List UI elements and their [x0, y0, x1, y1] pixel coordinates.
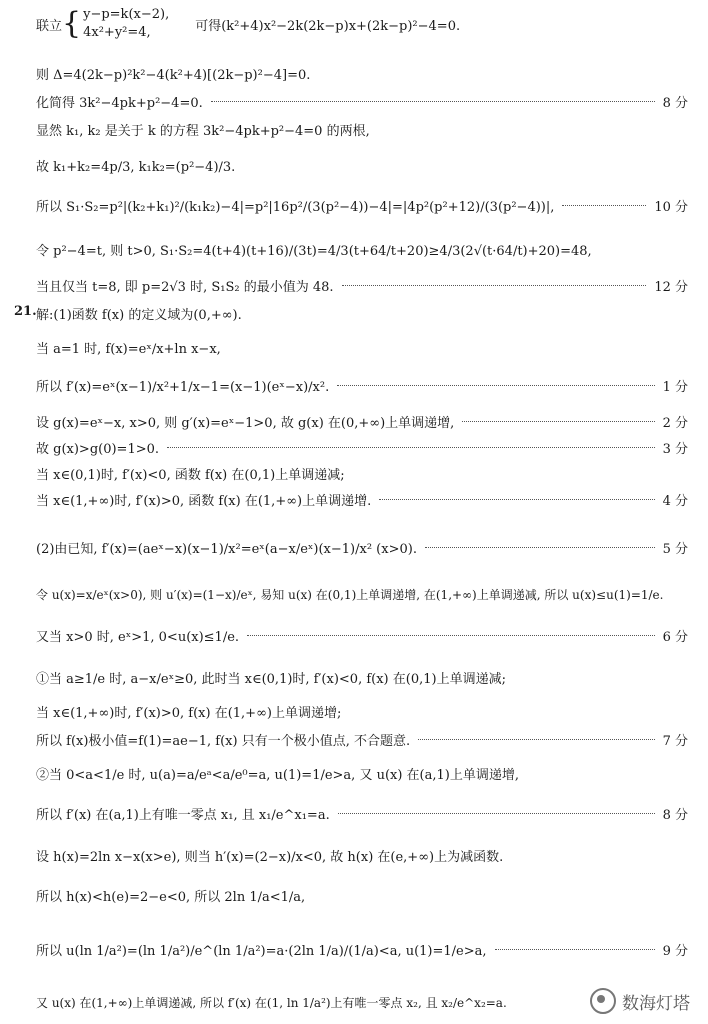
watermark-text: 数海灯塔 — [622, 993, 690, 1014]
system-brace — [62, 6, 169, 42]
dot-leader — [211, 101, 655, 102]
score-label: 8 分 — [662, 808, 688, 823]
solution-line: 显然 k₁, k₂ 是关于 k 的方程 3k²−4pk+p²−4=0 的两根, — [36, 124, 370, 139]
solution-line: 当 x∈(1,+∞)时, f′(x)>0, 函数 f(x) 在(1,+∞)上单调递增. 4 分 — [36, 490, 688, 509]
solution-line: 所以 S₁·S₂=p²|(k₂+k₁)²/(k₁k₂)−4|=p²|16p²/(3(p²−4))−4|=|4p²(p²+12)/(3(p²−4))|, 10 分 — [36, 196, 688, 215]
dot-leader — [462, 421, 654, 422]
system-label: 联立 — [36, 18, 63, 34]
dot-leader — [562, 205, 646, 206]
brace-icon: { — [62, 6, 82, 41]
score-label: 8 分 — [662, 96, 688, 111]
watermark — [590, 988, 690, 1014]
score-label: 1 分 — [662, 380, 688, 395]
dot-leader — [337, 385, 654, 386]
dot-leader — [247, 635, 655, 636]
score-label: 7 分 — [662, 734, 688, 749]
dot-leader — [167, 447, 655, 448]
solution-line: 又当 x>0 时, eˣ>1, 0<u(x)≤1/e. 6 分 — [36, 626, 688, 645]
system-line — [36, 6, 688, 42]
solution-line: 当且仅当 t=8, 即 p=2√3 时, S₁S₂ 的最小值为 48. 12 分 — [36, 276, 688, 295]
solution-line: 令 u(x)=x/eˣ(x>0), 则 u′(x)=(1−x)/eˣ, 易知 u(x) 在(0,1)上单调递增, 在(1,+∞)上单调递减, 所以 u(x)≤u(1)=1/e. — [36, 588, 664, 602]
solution-line: 故 k₁+k₂=4p/3, k₁k₂=(p²−4)/3. — [36, 160, 236, 175]
score-label: 2 分 — [662, 416, 688, 431]
solution-line: 所以 h(x)<h(e)=2−e<0, 所以 2ln 1/a<1/a, — [36, 890, 306, 905]
solution-line: 解:(1)函数 f(x) 的定义域为(0,+∞). — [36, 308, 242, 323]
solution-line: 化简得 3k²−4pk+p²−4=0. 8 分 — [36, 92, 688, 111]
score-label: 9 分 — [662, 944, 688, 959]
score-label: 12 分 — [654, 280, 688, 295]
score-label: 10 分 — [654, 200, 688, 215]
solution-line: 当 x∈(1,+∞)时, f′(x)>0, f(x) 在(1,+∞)上单调递增; — [36, 706, 342, 721]
dot-leader — [418, 739, 654, 740]
system-eq2: 4x²+y²=4, — [83, 25, 151, 40]
solution-line: ①当 a≥1/e 时, a−x/eˣ≥0, 此时当 x∈(0,1)时, f′(x)<0, f(x) 在(0,1)上单调递减; — [36, 672, 506, 687]
solution-line: 设 g(x)=eˣ−x, x>0, 则 g′(x)=eˣ−1>0, 故 g(x) 在(0,+∞)上单调递增, 2 分 — [36, 412, 688, 431]
score-label: 5 分 — [662, 542, 688, 557]
solution-line: (2)由已知, f′(x)=(aeˣ−x)(x−1)/x²=eˣ(a−x/eˣ)(x−1)/x² (x>0). 5 分 — [36, 538, 688, 557]
solution-line: 又 u(x) 在(1,+∞)上单调递减, 所以 f′(x) 在(1, ln 1/a²)上有唯一零点 x₂, 且 x₂/e^x₂=a. — [36, 996, 507, 1010]
dot-leader — [338, 813, 655, 814]
dot-leader — [342, 285, 647, 286]
solution-line: 令 p²−4=t, 则 t>0, S₁·S₂=4(t+4)(t+16)/(3t)=4/3(t+64/t+20)≥4/3(2√(t·64/t)+20)=48, — [36, 244, 592, 259]
solution-line: 所以 f′(x) 在(a,1)上有唯一零点 x₁, 且 x₁/e^x₁=a. 8 分 — [36, 804, 688, 823]
solution-line: 所以 f(x)极小值=f(1)=ae−1, f(x) 只有一个极小值点, 不合题意. 7 分 — [36, 730, 688, 749]
dot-leader — [379, 499, 654, 500]
solution-line: 则 Δ=4(2k−p)²k²−4(k²+4)[(2k−p)²−4]=0. — [36, 68, 311, 83]
score-label: 4 分 — [662, 494, 688, 509]
solution-line: 所以 f′(x)=eˣ(x−1)/x²+1/x−1=(x−1)(eˣ−x)/x². 1 分 — [36, 376, 688, 395]
solution-line: 所以 u(ln 1/a²)=(ln 1/a²)/e^(ln 1/a²)=a·(2ln 1/a)/(1/a)<a, u(1)=1/e>a, 9 分 — [36, 940, 688, 959]
problem-number: 21. — [14, 304, 37, 319]
solution-line: 故 g(x)>g(0)=1>0. 3 分 — [36, 438, 688, 457]
dot-leader — [495, 949, 655, 950]
dot-leader — [425, 547, 655, 548]
score-label: 3 分 — [662, 442, 688, 457]
solution-line: 当 a=1 时, f(x)=eˣ/x+ln x−x, — [36, 342, 221, 357]
score-label: 6 分 — [662, 630, 688, 645]
solution-line: 设 h(x)=2ln x−x(x>e), 则当 h′(x)=(2−x)/x<0, 故 h(x) 在(e,+∞)上为减函数. — [36, 850, 504, 865]
wechat-icon — [590, 988, 616, 1014]
system-eq1: y−p=k(x−2), — [83, 7, 170, 22]
system-result: 可得(k²+4)x²−2k(2k−p)x+(2k−p)²−4=0. — [195, 18, 461, 34]
solution-line: ②当 0<a<1/e 时, u(a)=a/eᵃ<a/e⁰=a, u(1)=1/e>a, 又 u(x) 在(a,1)上单调递增, — [36, 768, 519, 783]
solution-line: 当 x∈(0,1)时, f′(x)<0, 函数 f(x) 在(0,1)上单调递减; — [36, 468, 345, 483]
